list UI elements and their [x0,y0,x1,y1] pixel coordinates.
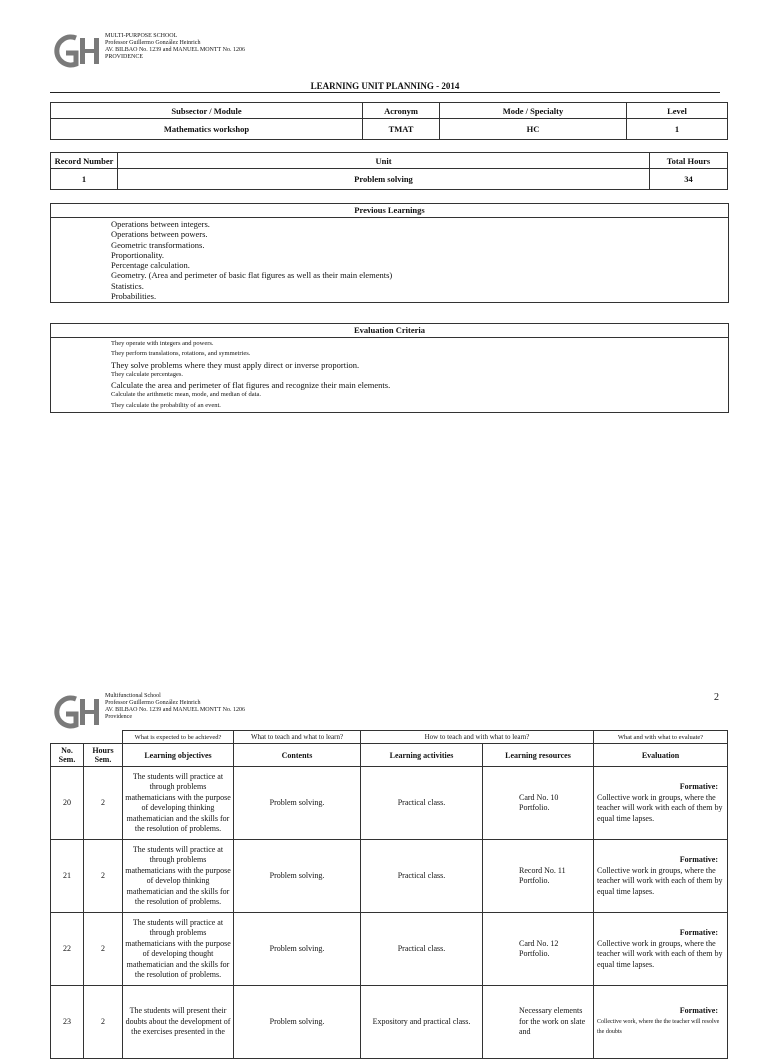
evaluation-text: Collective work, where the the teacher will resolve the doubts [597,1018,720,1036]
criteria-item: Calculate the arithmetic mean, mode, and median of data. [111,391,261,399]
resources-cell: Card No. 12 Portfolio. [483,913,594,986]
activities-cell: Practical class. [361,913,483,986]
question-how: How to teach and with what to learn? [361,731,594,744]
school-header [105,33,245,61]
previous-learning-item: Operations between integers. [111,219,210,229]
school-address: AV. BILBAO No. 1239 and MANUEL MONTT No. 1206 [105,707,245,713]
criteria-item: They calculate percentages. [111,370,183,378]
evaluation-cell [594,913,728,986]
mode-header: Mode / Specialty [440,103,627,119]
school-professor: Professor Guillermo González Heinrich [105,40,201,46]
contents-cell: Problem solving. [234,913,361,986]
total-hours-header: Total Hours [650,153,728,169]
hours-cell: 2 [84,767,123,840]
blank-cell [51,731,123,744]
acronym-header: Acronym [363,103,440,119]
sem-cell: 23 [51,986,84,1059]
sem-cell: 22 [51,913,84,986]
table-row [51,767,728,840]
activities-cell: Practical class. [361,767,483,840]
module-table [50,102,728,140]
title-divider [50,92,720,93]
objectives-header: Learning objectives [123,744,234,767]
previous-learning-item: Operations between powers. [111,229,208,240]
evaluation-text: Collective work in groups, where the teacher will work with each of them by equal time lapses. [597,865,723,896]
previous-learning-item: Geometry. (Area and perimeter of basic flat figures as well as their main elements) [111,270,393,281]
school-city: PROVIDENCE [105,54,144,60]
evaluation-type: Formative: [679,855,718,864]
table-row [51,986,728,1059]
evaluation-criteria-heading: Evaluation Criteria [51,324,728,338]
acronym-value: TMAT [363,119,440,140]
contents-cell: Problem solving. [234,986,361,1059]
school-header [105,693,245,721]
evaluation-type: Formative: [679,782,718,791]
objective-cell: The students will practice at through problems mathematicians with the purpose of developing thinking mathematician and the skills for the resolution of problems. [123,767,234,840]
planning-table [50,730,728,1059]
evaluation-text: Collective work in groups, where the teacher will work with each of them by equal time lapses. [597,792,723,823]
previous-learning-item: Geometric transformations. [111,239,205,250]
subsector-header: Subsector / Module [51,103,363,119]
question-achieved: What is expected to be achieved? [123,731,234,744]
evaluation-text: Collective work in groups, where the teacher will work with each of them by equal time lapses. [597,938,723,969]
unit-header: Unit [118,153,650,169]
record-number-header: Record Number [51,153,118,169]
activities-cell: Practical class. [361,840,483,913]
school-city: Providence [105,714,132,720]
hours-cell: 2 [84,840,123,913]
hours-cell: 2 [84,986,123,1059]
criteria-item: They perform translations, rotations, and symmetries. [111,350,251,358]
resources-cell: Necessary elements for the work on slate and [483,986,594,1059]
resources-cell: Card No. 10 Portfolio. [483,767,594,840]
evaluation-criteria-box [50,323,729,413]
criteria-item: Calculate the area and perimeter of flat figures and recognize their main elements. [111,380,391,391]
activities-cell: Expository and practical class. [361,986,483,1059]
evaluation-cell [594,840,728,913]
evaluation-cell [594,986,728,1059]
criteria-item: They calculate the probability of an event. [111,401,221,409]
evaluation-cell [594,767,728,840]
unit-value: Problem solving [118,169,650,190]
evaluation-type: Formative: [679,1006,718,1016]
hours-cell: 2 [84,913,123,986]
resources-header: Learning resources [483,744,594,767]
activities-header: Learning activities [361,744,483,767]
previous-learning-item: Proportionality. [111,249,165,260]
school-logo [50,34,102,68]
page-title: LEARNING UNIT PLANNING - 2014 [310,81,460,91]
hours-header: Hours Sem. [84,744,123,767]
subsector-value: Mathematics workshop [51,119,363,140]
criteria-item: They solve problems where they must apply direct or inverse proportion. [111,359,360,370]
table-row [51,913,728,986]
table-row [51,840,728,913]
school-logo [50,695,102,729]
level-header: Level [627,103,728,119]
sem-header: No. Sem. [51,744,84,767]
school-professor: Professor Guillermo González Heinrich [105,700,201,706]
objective-cell: The students will practice at through problems mathematicians with the purpose of develop thinking mathematician and the skills for the resolution of problems. [123,840,234,913]
evaluation-header: Evaluation [594,744,728,767]
school-name: Multifunctional School [105,693,161,699]
school-name: MULTI-PURPOSE SCHOOL [105,33,178,39]
objective-cell: The students will present their doubts about the development of the exercises presented in the [123,986,234,1059]
resources-cell: Record No. 11 Portfolio. [483,840,594,913]
previous-learning-item: Statistics. [111,280,144,291]
previous-learnings-heading: Previous Learnings [51,204,728,218]
objective-cell: The students will practice at through problems mathematicians with the purpose of developing thought mathematician and the skills for the resolution of problems. [123,913,234,986]
school-address: AV. BILBAO No. 1239 and MANUEL MONTT No. 1206 [105,47,245,53]
evaluation-type: Formative: [679,928,718,937]
sem-cell: 21 [51,840,84,913]
page-number: 2 [714,692,719,703]
unit-table [50,152,728,190]
sem-cell: 20 [51,767,84,840]
previous-learnings-box [50,203,729,303]
criteria-item: They operate with integers and powers. [111,340,214,347]
contents-header: Contents [234,744,361,767]
mode-value: HC [440,119,627,140]
contents-cell: Problem solving. [234,767,361,840]
total-hours-value: 34 [650,169,728,190]
question-evaluate: What and with what to evaluate? [594,731,728,744]
previous-learning-item: Percentage calculation. [111,260,190,271]
question-teach: What to teach and what to learn? [234,731,361,744]
record-number-value: 1 [51,169,118,190]
contents-cell: Problem solving. [234,840,361,913]
previous-learning-item: Probabilities. [111,291,157,302]
level-value: 1 [627,119,728,140]
